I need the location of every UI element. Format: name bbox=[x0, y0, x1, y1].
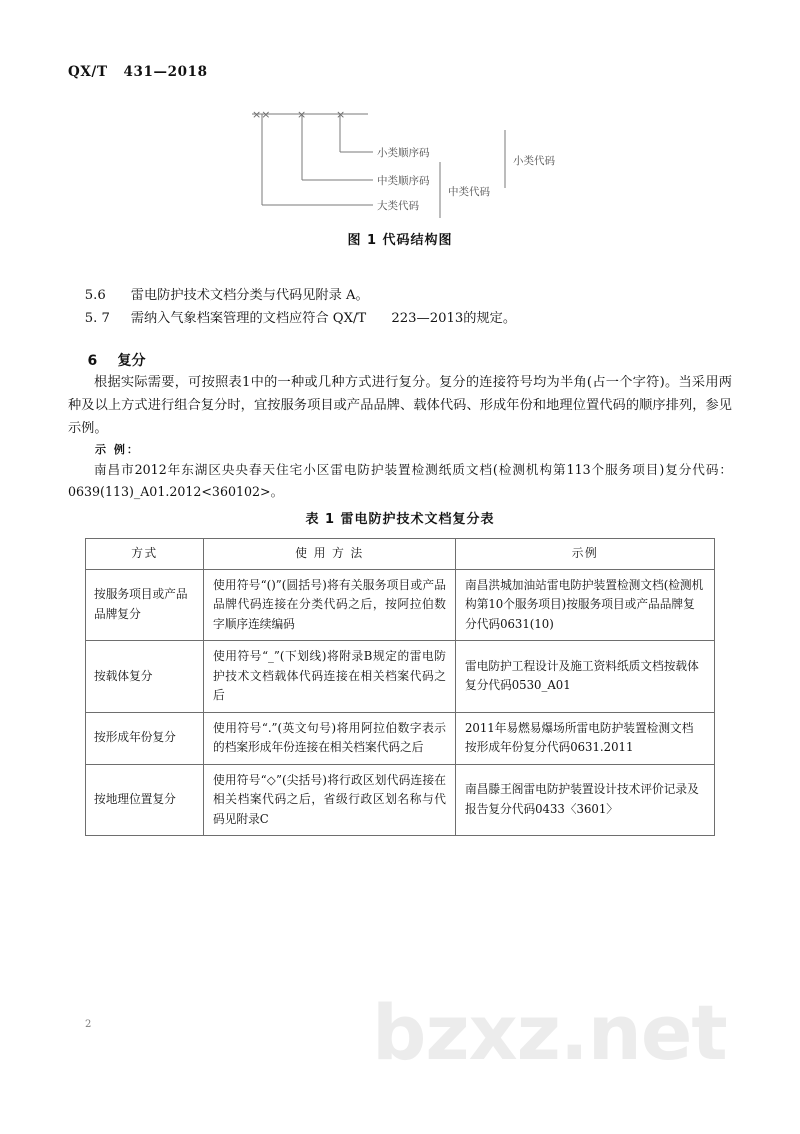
cell-method: 使用符号“()”(圆括号)将有关服务项目或产品品牌代码连接在分类代码之后，按阿拉伯数字顺序连续编码 bbox=[204, 569, 456, 641]
cell-method: 使用符号“◇”(尖括号)将行政区划代码连接在相关档案代码之后，省级行政区划名称与代码见附录C bbox=[204, 764, 456, 836]
example-label: 示 例： bbox=[95, 443, 140, 456]
page-number: 2 bbox=[85, 1019, 92, 1030]
watermark: bzxz.net bbox=[372, 988, 727, 1077]
clause-5-7-number: 5. 7 bbox=[84, 311, 110, 326]
subdivision-table-wrapper bbox=[85, 538, 714, 836]
header-example: 示例 bbox=[456, 539, 715, 570]
header-method: 使 用 方 法 bbox=[204, 539, 456, 570]
label-middle-code: 中类代码 bbox=[448, 186, 490, 198]
cell-example: 南昌滕王阁雷电防护装置设计技术评价记录及报告复分代码0433〈3601〉 bbox=[456, 764, 715, 836]
example-paragraph: 南昌市2012年东湖区央央春天住宅小区雷电防护装置检测纸质文档(检测机构第113个服务项目)复分代码：0639(113)_A01.2012<360102>。 bbox=[68, 462, 732, 499]
diagram-svg bbox=[240, 100, 580, 230]
label-minor-code: 小类代码 bbox=[513, 155, 555, 167]
figure-caption: 图 1 代码结构图 bbox=[347, 233, 453, 248]
cell-way: 按载体复分 bbox=[86, 641, 204, 713]
mark-major: ×× bbox=[252, 108, 271, 121]
header-way: 方式 bbox=[86, 539, 204, 570]
clause-5-6-text: 雷电防护技术文档分类与代码见附录 A。 bbox=[130, 288, 369, 303]
cell-method: 使用符号“.”(英文句号)将用阿拉伯数字表示的档案形成年份连接在相关档案代码之后 bbox=[204, 712, 456, 764]
mark-middle: × bbox=[297, 108, 307, 121]
label-major-code: 大类代码 bbox=[377, 200, 419, 212]
clause-5-7-text: 需纳入气象档案管理的文档应符合 QX/T 223—2013的规定。 bbox=[130, 311, 517, 326]
label-middle-sequence: 中类顺序码 bbox=[377, 175, 430, 187]
table-row bbox=[86, 569, 715, 641]
cell-example: 雷电防护工程设计及施工资料纸质文档按载体复分代码0530_A01 bbox=[456, 641, 715, 713]
clause-5-6-number: 5.6 bbox=[84, 288, 106, 303]
table-caption: 表 1 雷电防护技术文档复分表 bbox=[305, 512, 495, 527]
subdivision-table bbox=[85, 538, 715, 836]
label-minor-sequence: 小类顺序码 bbox=[377, 147, 430, 159]
section-title: 复分 bbox=[117, 353, 146, 369]
table-row bbox=[86, 764, 715, 836]
section-paragraph: 根据实际需要，可按照表1中的一种或几种方式进行复分。复分的连接符号均为半角(占一个字符)。当采用两种及以上方式进行组合复分时，宜按服务项目或产品品牌、载体代码、形成年份和地理位置代码的顺序排列，参见示例。 bbox=[68, 375, 732, 436]
table-row bbox=[86, 712, 715, 764]
cell-example: 南昌洪城加油站雷电防护装置检测文档(检测机构第10个服务项目)按服务项目或产品品牌复分代码0631(10) bbox=[456, 569, 715, 641]
cell-way: 按服务项目或产品品牌复分 bbox=[86, 569, 204, 641]
cell-example: 2011年易燃易爆场所雷电防护装置检测文档按形成年份复分代码0631.2011 bbox=[456, 712, 715, 764]
section-number: 6 bbox=[87, 353, 98, 369]
cell-method: 使用符号“_”(下划线)将附录B规定的雷电防护技术文档载体代码连接在相关档案代码之后 bbox=[204, 641, 456, 713]
table-row bbox=[86, 641, 715, 713]
mark-minor: × bbox=[336, 108, 346, 121]
standard-header: QX/T 431—2018 bbox=[68, 64, 208, 80]
cell-way: 按形成年份复分 bbox=[86, 712, 204, 764]
table-header-row bbox=[86, 539, 715, 570]
code-structure-diagram bbox=[240, 100, 580, 230]
cell-way: 按地理位置复分 bbox=[86, 764, 204, 836]
